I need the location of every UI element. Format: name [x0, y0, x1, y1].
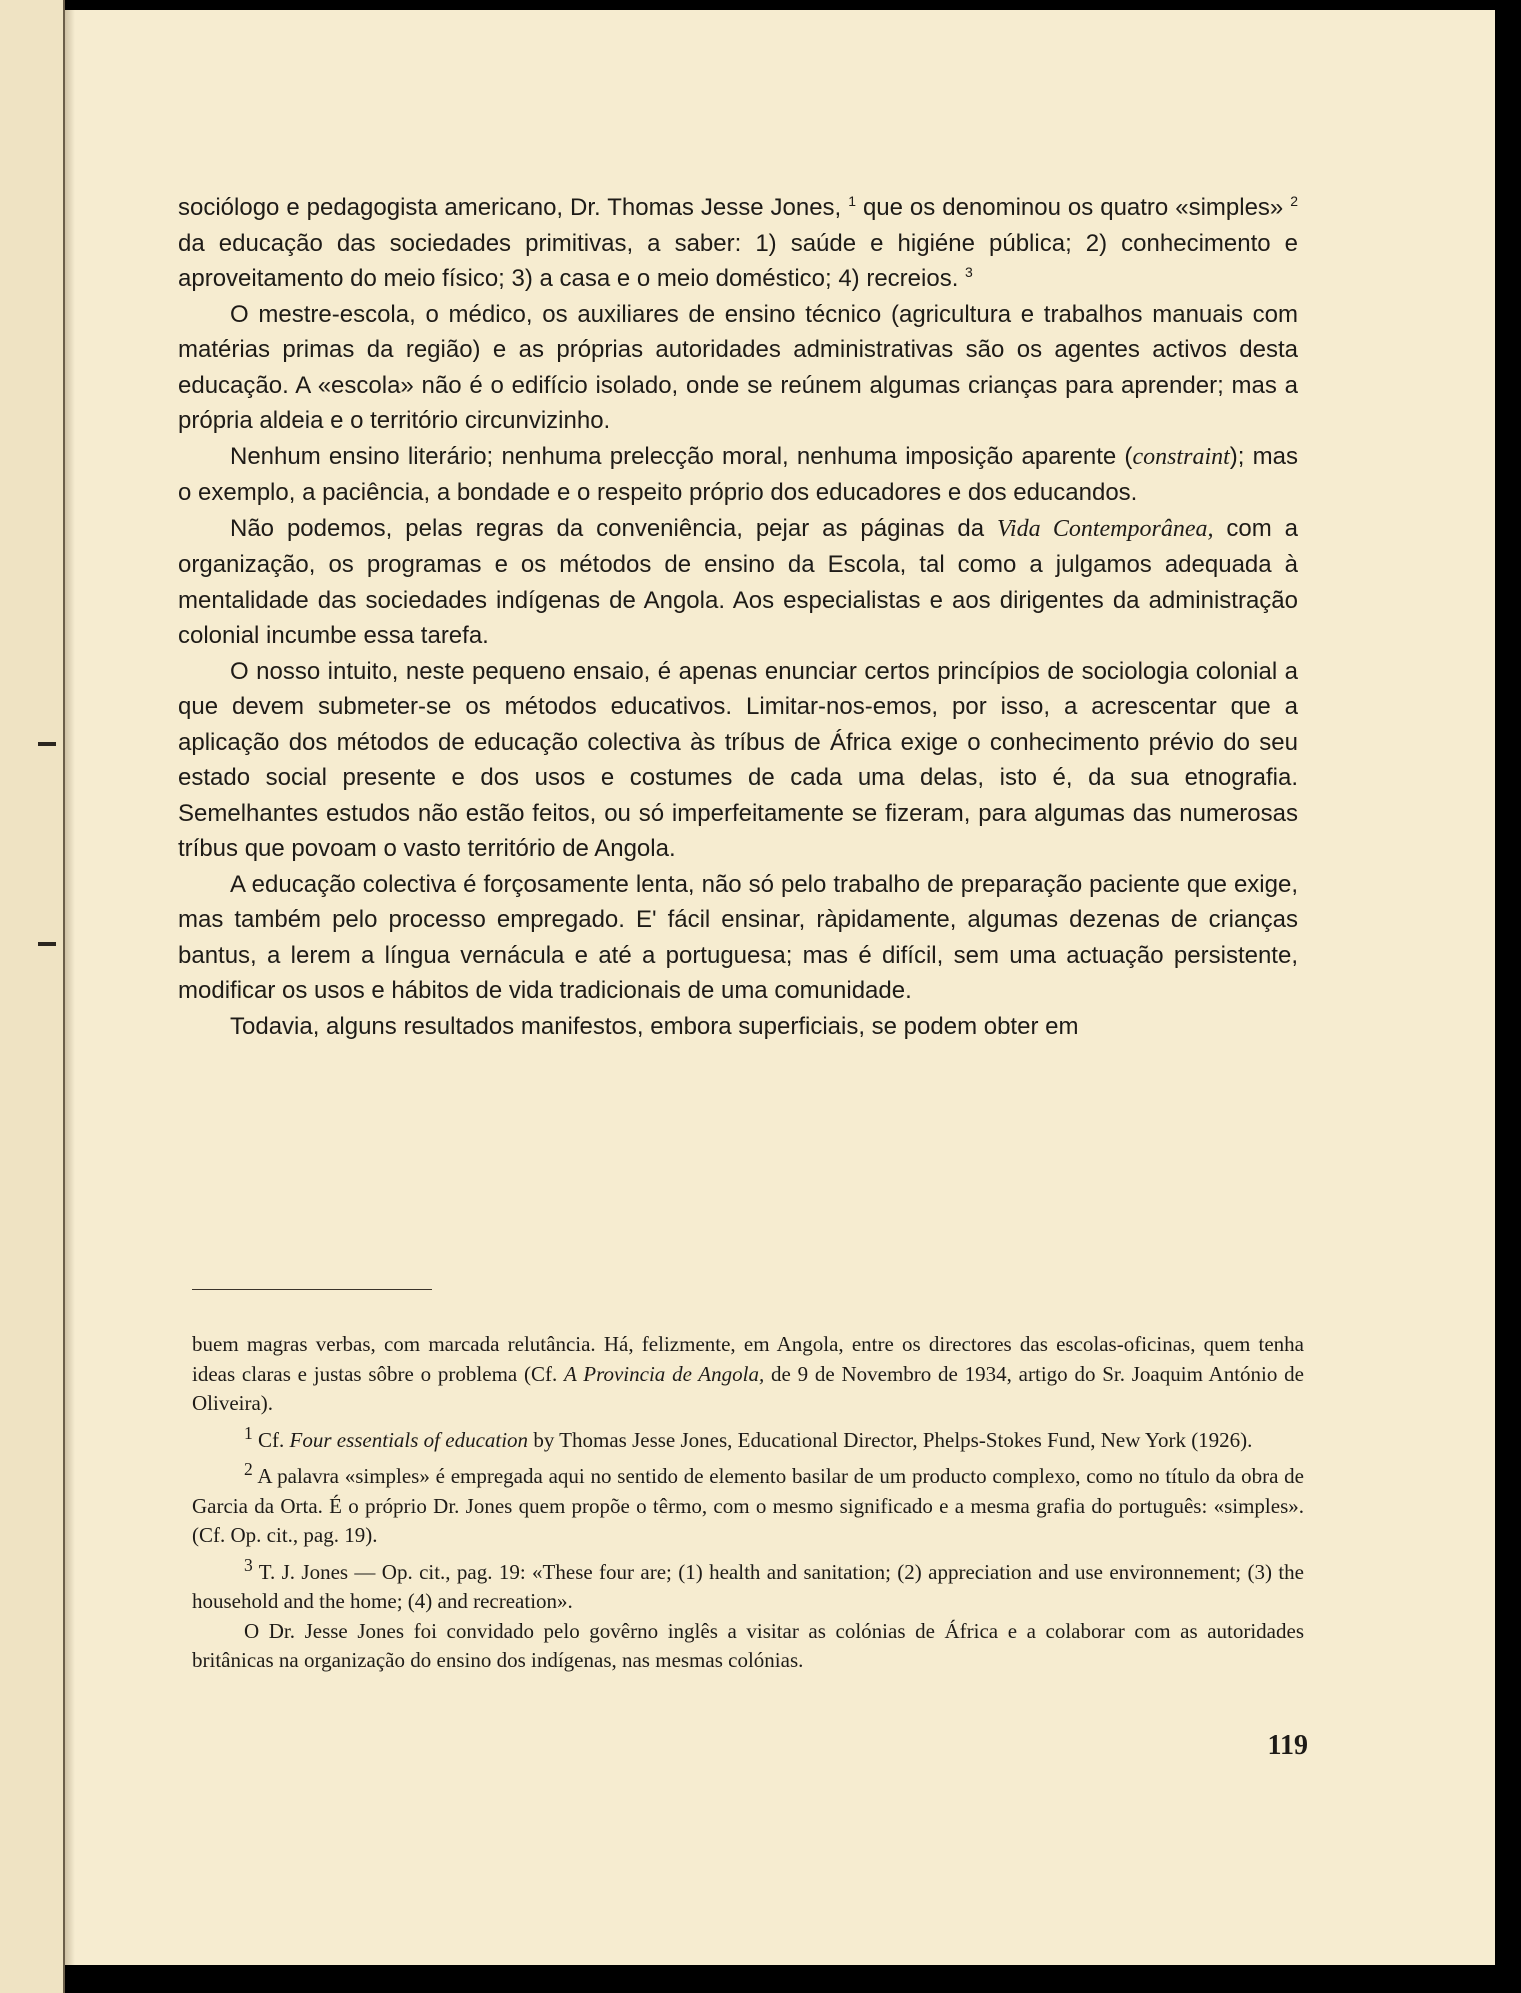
- text-run: A palavra «simples» é empregada aqui no sentido de elemento basilar de um producto complexo, como no título da obra de Garcia da Orta. É o próprio Dr. Jones quem propõe o têrmo, com o mesmo significado e a mesma grafia do português: «simples». (Cf. Op. cit., pag. 19).: [192, 1464, 1304, 1547]
- footnote-ref: 2: [1290, 193, 1299, 209]
- text-run: Cf.: [258, 1427, 285, 1452]
- italic-title: Four essentials of education: [289, 1427, 529, 1452]
- footnote-number: 2: [244, 1459, 253, 1479]
- text-run: by Thomas Jesse Jones, Educational Director, Phelps-Stokes Fund, New York (1926).: [533, 1427, 1253, 1452]
- page-gutter-shadow: [65, 10, 75, 1965]
- text-run: com a organização, os programas e os métodos de ensino da Escola, tal como a julgamos adequada à mentalidade das sociedades indígenas de Angola. Aos especialistas e aos dirigentes da administração colonial incumbe essa tarefa.: [178, 514, 1299, 649]
- italic-term: constraint: [1132, 443, 1230, 470]
- paragraph-1: [178, 190, 1298, 297]
- footnote-3-continued: O Dr. Jesse Jones foi convidado pelo govêrno inglês a visitar as colónias de África e a colaborar com as autoridades britânicas na organização do ensino dos indígenas, nas mesmas colónias.: [192, 1618, 1304, 1672]
- paragraph-7: Todavia, alguns resultados manifestos, embora superficiais, se podem obter em: [230, 1012, 1079, 1040]
- footnote-number: 3: [244, 1554, 253, 1575]
- footnote-ref: 3: [965, 264, 973, 280]
- text-run: de 9 de Novembro de 1934, artigo do Sr. Joaquim António de Oliveira).: [192, 1361, 1304, 1415]
- footnotes: [192, 1330, 1304, 1676]
- edge-mark: [38, 942, 56, 946]
- paragraph-6: A educação colectiva é forçosamente lenta, não só pelo trabalho de preparação paciente que exige, mas também pelo processo empregado. E' fácil ensinar, ràpidamente, algumas dezenas de crianças bantus, a lerem a língua vernácula e até a portuguesa; mas é difícil, sem uma actuação persistente, modificar os usos e hábitos de vida tradicionais de uma comunidade.: [178, 870, 1298, 1004]
- footnote-number: 1: [244, 1422, 253, 1443]
- italic-title: Vida Contemporânea,: [997, 515, 1214, 542]
- paragraph-5: O nosso intuito, neste pequeno ensaio, é apenas enunciar certos princípios de sociologia colonial a que devem submeter-se os métodos educativos. Limitar-nos-emos, por isso, a acrescentar que a aplicação dos métodos de educação colectiva às tríbus de África exige o conhecimento prévio do seu estado social presente e dos usos e costumes de cada uma delas, isto é, da sua etnografia. Semelhantes estudos não estão feitos, ou só imperfeitamente se fizeram, para algumas das numerosas tríbus que povoam o vasto território de Angola.: [178, 657, 1298, 862]
- text-run: buem magras verbas, com marcada relutância. Há, felizmente, em Angola, entre os directores das escolas-oficinas, quem tenha ideas claras e justas sôbre o problema (Cf.: [192, 1332, 1304, 1386]
- footnote-1: [192, 1419, 1304, 1456]
- text-run: sociólogo e pedagogista americano, Dr. Thomas Jesse Jones,: [178, 194, 842, 221]
- footnote-2: [192, 1455, 1304, 1551]
- footnote-ref: 1: [848, 193, 856, 209]
- previous-page-edge: [0, 0, 65, 1993]
- text-run: T. J. Jones — Op. cit., pag. 19: «These four are; (1) health and sanitation; (2) appreciation and use environnement; (3) the household and the home; (4) and recreation».: [192, 1559, 1304, 1613]
- paragraph-3: [178, 439, 1298, 511]
- footnote-3: [192, 1551, 1304, 1617]
- text-run: Não podemos, pelas regras da conveniência, pejar as páginas da: [230, 514, 985, 542]
- text-run: Nenhum ensino literário; nenhuma prelecção moral, nenhuma imposição aparente (: [230, 442, 1133, 470]
- text-run: ); mas o exemplo, a paciência, a bondade e o respeito próprio dos educadores e dos educandos.: [178, 442, 1298, 506]
- edge-mark: [38, 742, 56, 746]
- footnote-continuation: [192, 1330, 1304, 1419]
- body-text: [178, 190, 1298, 1044]
- paragraph-4: [178, 511, 1298, 654]
- paragraph-2: O mestre-escola, o médico, os auxiliares de ensino técnico (agricultura e trabalhos manuais com matérias primas da região) e as próprias autoridades administrativas são os agentes activos desta educação. A «escola» não é o edifício isolado, onde se reúnem algumas crianças para aprender; mas a própria aldeia e o território circunvizinho.: [178, 300, 1298, 434]
- italic-title: A Provincia de Angola,: [564, 1361, 765, 1386]
- page-number: 119: [1267, 1730, 1308, 1761]
- text-run: da educação das sociedades primitivas, a saber: 1) saúde e higiéne pública; 2) conhecimento e aproveitamento do meio físico; 3) a casa e o meio doméstico; 4) recreios.: [178, 229, 1298, 292]
- footnote-separator: [192, 1289, 432, 1290]
- text-run: que os denominou os quatro «simples»: [862, 194, 1284, 221]
